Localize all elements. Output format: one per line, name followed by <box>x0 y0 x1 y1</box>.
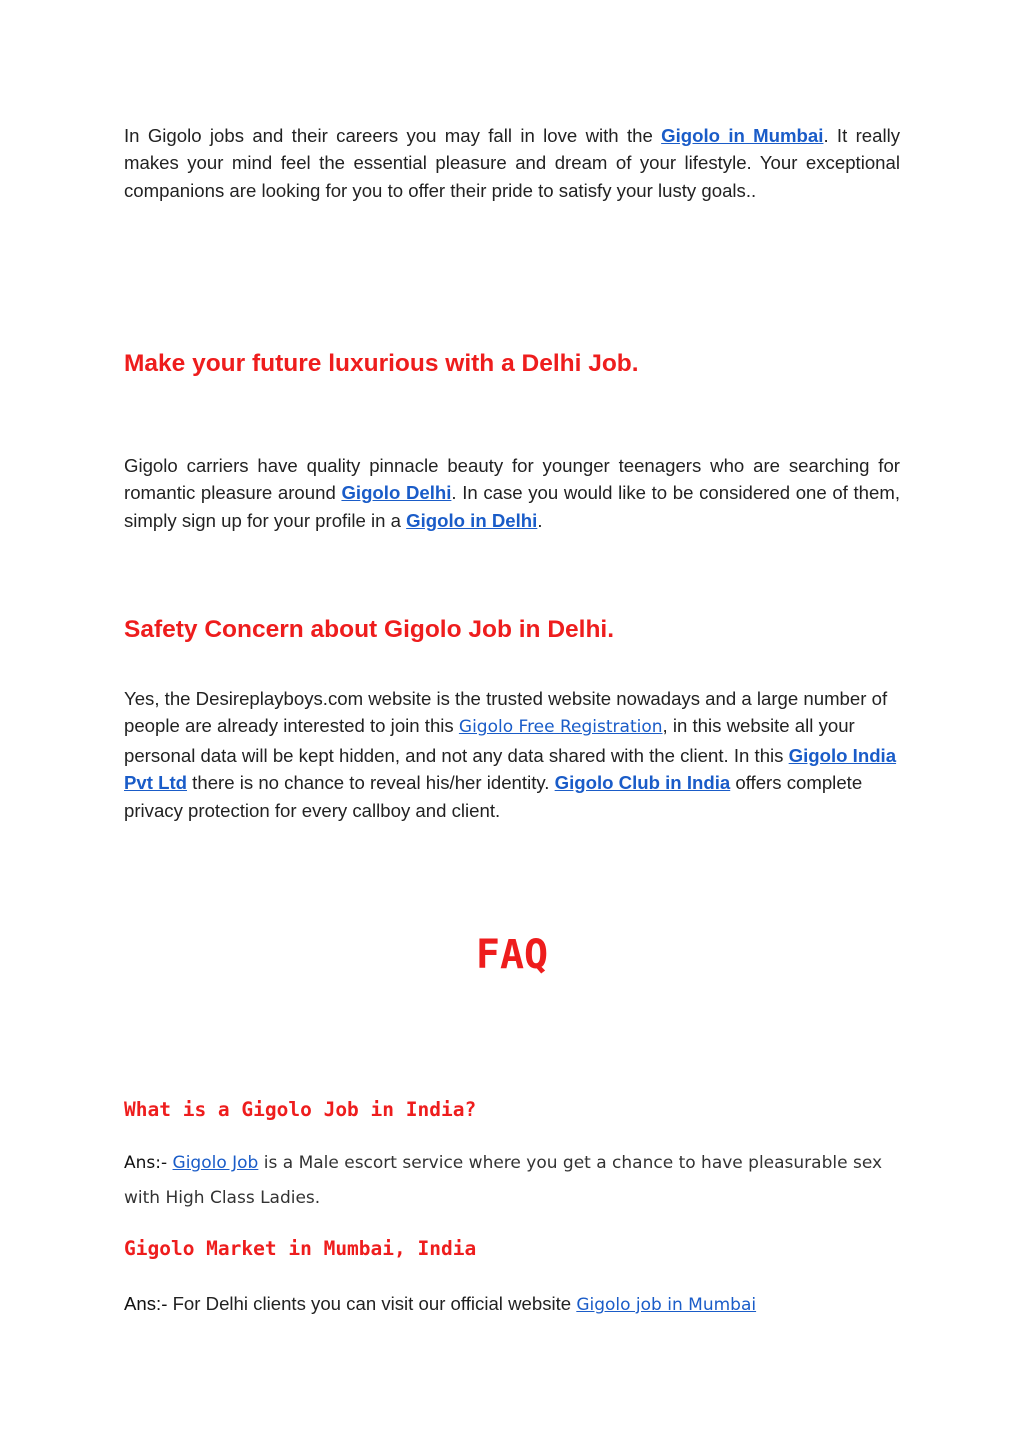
delhi-heading-block <box>124 350 900 378</box>
delhi-heading: Make your future luxurious with a Delhi Job. <box>124 350 639 377</box>
safety-text: , in this website all your personal data will be kept hidden, and not any data shared with the client. In this <box>124 715 855 766</box>
faq-question-2: Gigolo Market in Mumbai, India <box>124 1237 477 1260</box>
safety-section <box>124 685 914 824</box>
faq-answer-2 <box>124 1290 900 1319</box>
gigolo-delhi-link[interactable]: Gigolo Delhi <box>341 482 452 504</box>
delhi-paragraph <box>124 452 900 534</box>
safety-paragraph <box>124 685 914 824</box>
gigolo-in-delhi-link[interactable]: Gigolo in Delhi <box>406 509 538 531</box>
faq-a2-block <box>124 1290 900 1319</box>
safety-text: there is no chance to reveal his/her identity. <box>187 772 555 794</box>
gigolo-in-mumbai-link[interactable]: Gigolo in Mumbai <box>661 125 824 146</box>
intro-text: In Gigolo jobs and their careers you may fall in love with the <box>124 125 662 146</box>
intro-section <box>124 122 900 204</box>
faq-answer-1 <box>124 1146 884 1216</box>
answer-label: Ans:- <box>124 1153 173 1173</box>
safety-text: Yes, the Desireplayboys.com website is the trusted website nowadays and a large number of people are already interested to join this <box>124 688 888 737</box>
intro-text: . It really makes your mind feel the essential pleasure and dream of your lifestyle. Your exceptional companions are looking for you to offer their pride to satisfy your lusty goals.. <box>124 125 901 201</box>
delhi-text: Gigolo carriers have quality pinnacle beauty for younger teenagers who are searching for romantic pleasure around <box>124 455 900 504</box>
faq-q2-block <box>124 1237 900 1260</box>
faq-q1-block <box>124 1098 900 1121</box>
gigolo-job-link[interactable]: Gigolo Job <box>172 1153 259 1173</box>
gigolo-free-registration-link[interactable]: Gigolo Free Registration <box>458 717 663 738</box>
intro-paragraph <box>124 122 900 204</box>
answer-label: Ans:- <box>124 1293 173 1314</box>
gigolo-job-in-mumbai-link[interactable]: Gigolo job in Mumbai <box>576 1295 757 1315</box>
answer-text: For Delhi clients you can visit our official website <box>172 1293 577 1314</box>
faq-a1-block <box>124 1146 884 1216</box>
safety-heading-block <box>124 616 900 644</box>
gigolo-club-in-india-link[interactable]: Gigolo Club in India <box>554 772 731 794</box>
delhi-section <box>124 452 900 534</box>
faq-question-1: What is a Gigolo Job in India? <box>124 1098 477 1121</box>
faq-title: FAQ <box>475 932 549 978</box>
delhi-text: . <box>537 509 543 531</box>
safety-text: offers complete privacy protection for every callboy and client. <box>124 772 863 821</box>
delhi-text: . In case you would like to be considered one of them, simply sign up for your profile in a <box>124 482 900 531</box>
answer-text: is a Male escort service where you get a chance to have pleasurable sex with High Class Ladies. <box>124 1153 883 1208</box>
safety-heading: Safety Concern about Gigolo Job in Delhi. <box>124 616 615 643</box>
gigolo-india-pvt-ltd-link[interactable]: Gigolo India Pvt Ltd <box>124 744 897 794</box>
